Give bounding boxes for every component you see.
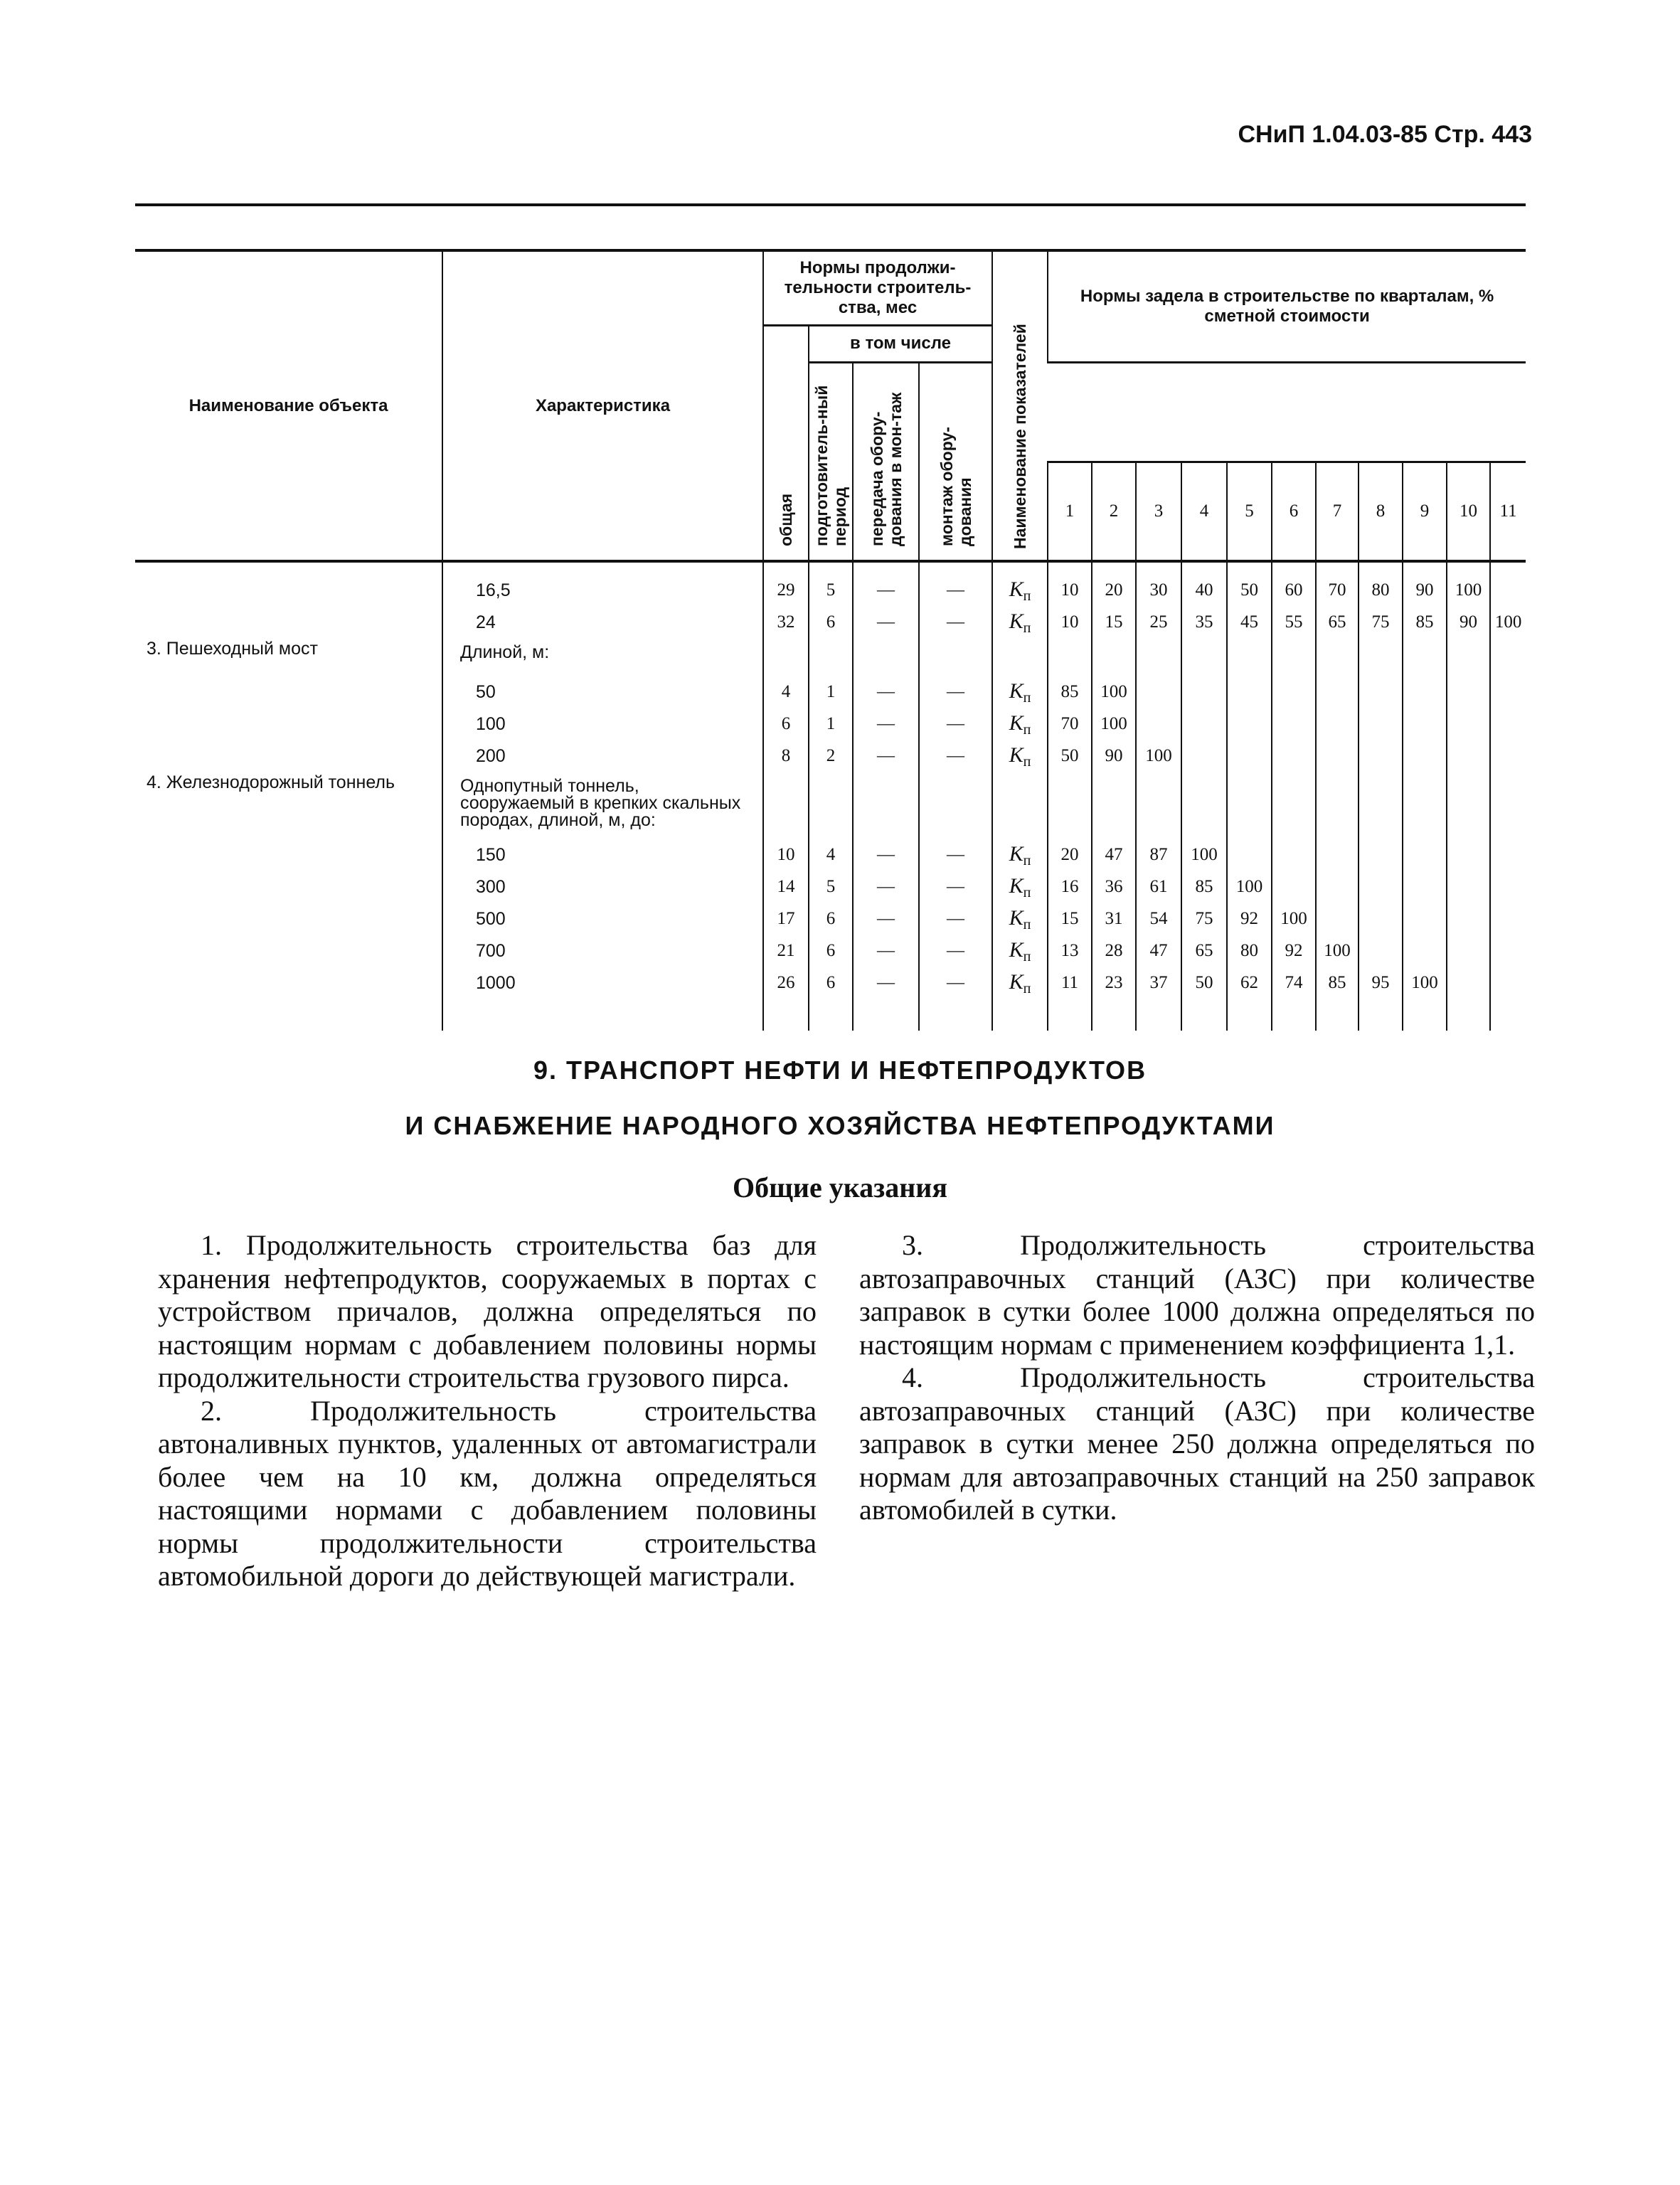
empty-cell (1092, 772, 1136, 839)
quarter-10-value (1447, 676, 1490, 708)
indicator-subscript: п (1023, 689, 1031, 706)
quarter-7-value: 85 (1316, 967, 1359, 999)
prep-duration-cell: 6 (809, 903, 853, 935)
total-duration-cell: 8 (763, 740, 809, 772)
transfer-duration-cell: — (853, 903, 919, 935)
empty-cell (1272, 638, 1316, 676)
object-name-cell (135, 708, 442, 740)
prep-duration-cell: 2 (809, 740, 853, 772)
quarter-5-value: 100 (1227, 871, 1272, 903)
empty-cell (1227, 638, 1272, 676)
quarter-6-value: 74 (1272, 967, 1316, 999)
quarter-11-value (1490, 561, 1526, 606)
quarter-2-value: 90 (1092, 740, 1136, 772)
quarter-3-value: 87 (1136, 839, 1181, 871)
quarter-11-value: 100 (1490, 606, 1526, 638)
empty-cell (763, 772, 809, 839)
indicator-symbol: К (1009, 969, 1024, 994)
quarter-9-value: 100 (1403, 967, 1447, 999)
header-equipment-install: монтаж обору-дования (919, 362, 992, 561)
indicator-cell (992, 935, 1048, 967)
quarter-9-value (1403, 740, 1447, 772)
quarter-5-value: 62 (1227, 967, 1272, 999)
quarter-4-value (1181, 708, 1227, 740)
indicator-subscript: п (1023, 884, 1031, 900)
table-row (135, 839, 1526, 871)
quarter-1-value: 70 (1048, 708, 1092, 740)
object-name-cell (135, 839, 442, 871)
quarter-3-value: 25 (1136, 606, 1181, 638)
header-total: общая (763, 325, 809, 561)
object-name-cell (135, 903, 442, 935)
empty-cell (1181, 638, 1227, 676)
quarter-3-value: 30 (1136, 561, 1181, 606)
quarter-8-value (1359, 935, 1403, 967)
section-title-line1: 9. ТРАНСПОРТ НЕФТИ И НЕФТЕПРОДУКТОВ (533, 1056, 1147, 1085)
quarter-9-value (1403, 676, 1447, 708)
quarter-8-value: 80 (1359, 561, 1403, 606)
install-duration-cell: — (919, 740, 992, 772)
table-row (135, 903, 1526, 935)
total-duration-cell: 14 (763, 871, 809, 903)
quarter-11-value (1490, 935, 1526, 967)
prep-duration-cell: 5 (809, 871, 853, 903)
empty-cell (853, 772, 919, 839)
empty-cell (1272, 772, 1316, 839)
header-quarter-10: 10 (1447, 462, 1490, 561)
quarter-7-value (1316, 871, 1359, 903)
characteristic-label-cell: Длиной, м: (442, 638, 763, 676)
install-duration-cell: — (919, 839, 992, 871)
total-duration-cell: 4 (763, 676, 809, 708)
quarter-5-value: 50 (1227, 561, 1272, 606)
object-name-cell (135, 740, 442, 772)
header-quarter-1: 1 (1048, 462, 1092, 561)
quarter-10-value (1447, 839, 1490, 871)
quarter-6-value (1272, 871, 1316, 903)
empty-cell (1490, 772, 1526, 839)
empty-cell (1136, 772, 1181, 839)
quarter-3-value (1136, 676, 1181, 708)
total-duration-cell: 10 (763, 839, 809, 871)
table-body (135, 561, 1526, 1031)
quarter-1-value: 20 (1048, 839, 1092, 871)
table-header (135, 250, 1526, 561)
prep-duration-cell: 1 (809, 676, 853, 708)
object-name-cell (135, 871, 442, 903)
quarter-1-value: 16 (1048, 871, 1092, 903)
quarter-4-value (1181, 740, 1227, 772)
quarter-8-value (1359, 871, 1403, 903)
header-quarter-7: 7 (1316, 462, 1359, 561)
quarter-1-value: 13 (1048, 935, 1092, 967)
total-duration-cell: 21 (763, 935, 809, 967)
object-name-cell (135, 935, 442, 967)
empty-cell (919, 638, 992, 676)
quarter-1-value: 11 (1048, 967, 1092, 999)
empty-cell (763, 638, 809, 676)
total-duration-cell: 17 (763, 903, 809, 935)
indicator-subscript: п (1023, 916, 1031, 932)
instruction-paragraph: 3. Продолжительность строительства автозаправочных станций (АЗС) при количестве заправок в сутки более 1000 должна определяться по настоящим нормам с применением коэффициента 1,1. (859, 1229, 1535, 1361)
quarter-9-value (1403, 871, 1447, 903)
general-instructions-left (158, 1229, 817, 1593)
quarter-8-value: 95 (1359, 967, 1403, 999)
quarter-1-value: 85 (1048, 676, 1092, 708)
quarter-6-value (1272, 676, 1316, 708)
indicator-subscript: п (1023, 852, 1031, 868)
characteristic-cell: 700 (442, 935, 763, 967)
header-indicator-name: Наименование показателей (992, 250, 1048, 561)
quarter-8-value (1359, 740, 1403, 772)
quarter-11-value (1490, 839, 1526, 871)
quarter-6-value: 92 (1272, 935, 1316, 967)
quarter-5-value: 92 (1227, 903, 1272, 935)
table-row (135, 772, 1526, 839)
indicator-cell (992, 903, 1048, 935)
quarter-1-value: 50 (1048, 740, 1092, 772)
quarter-2-value: 100 (1092, 708, 1136, 740)
prep-duration-cell: 6 (809, 967, 853, 999)
empty-cell (1181, 772, 1227, 839)
quarter-9-value: 90 (1403, 561, 1447, 606)
prep-duration-cell: 6 (809, 935, 853, 967)
quarter-8-value (1359, 676, 1403, 708)
quarter-7-value: 100 (1316, 935, 1359, 967)
quarter-10-value (1447, 967, 1490, 999)
quarter-10-value (1447, 740, 1490, 772)
object-name-cell: 3. Пешеходный мост (147, 639, 318, 659)
header-quarter-2: 2 (1092, 462, 1136, 561)
quarter-5-value (1227, 708, 1272, 740)
quarter-3-value: 61 (1136, 871, 1181, 903)
empty-cell (992, 638, 1048, 676)
object-name-cell (135, 606, 442, 638)
object-name-cell: 4. Железнодорожный тоннель (147, 772, 395, 792)
quarter-9-value: 85 (1403, 606, 1447, 638)
quarter-4-value: 100 (1181, 839, 1227, 871)
quarter-6-value: 60 (1272, 561, 1316, 606)
empty-cell (1092, 638, 1136, 676)
header-quarter-6: 6 (1272, 462, 1316, 561)
indicator-symbol: К (1009, 577, 1024, 601)
quarter-8-value (1359, 708, 1403, 740)
transfer-duration-cell: — (853, 561, 919, 606)
indicator-symbol: К (1009, 609, 1024, 633)
empty-cell (919, 772, 992, 839)
indicator-cell (992, 561, 1048, 606)
install-duration-cell: — (919, 903, 992, 935)
empty-cell (1136, 638, 1181, 676)
quarter-1-value: 15 (1048, 903, 1092, 935)
quarter-11-value (1490, 967, 1526, 999)
transfer-duration-cell: — (853, 676, 919, 708)
empty-cell (1316, 638, 1359, 676)
header-quarter-4: 4 (1181, 462, 1227, 561)
header-duration-group: Нормы продолжи-тельности строитель-ства, мес (763, 250, 992, 325)
install-duration-cell: — (919, 561, 992, 606)
table-row (135, 561, 1526, 606)
quarter-6-value: 55 (1272, 606, 1316, 638)
instruction-paragraph: 1. Продолжительность строительства баз для хранения нефтепродуктов, сооружаемых в портах с устройством причалов, должна определяться по настоящим нормам с добавлением половины нормы продолжительности строительства грузового пирса. (158, 1229, 817, 1393)
header-backlog-group: Нормы задела в строительстве по кварталам, % сметной стоимости (1048, 250, 1526, 362)
install-duration-cell: — (919, 871, 992, 903)
characteristic-cell: 300 (442, 871, 763, 903)
indicator-symbol: К (1009, 873, 1024, 898)
indicator-symbol: К (1009, 711, 1024, 735)
header-preparatory: подготовитель-ный период (809, 362, 853, 561)
total-duration-cell: 32 (763, 606, 809, 638)
empty-cell (853, 638, 919, 676)
quarter-4-value: 65 (1181, 935, 1227, 967)
indicator-cell (992, 839, 1048, 871)
quarter-2-value: 100 (1092, 676, 1136, 708)
quarter-11-value (1490, 676, 1526, 708)
quarter-9-value (1403, 708, 1447, 740)
table-bottom-spacer (135, 999, 1526, 1031)
empty-cell (1403, 638, 1447, 676)
quarter-10-value: 100 (1447, 561, 1490, 606)
quarter-1-value: 10 (1048, 606, 1092, 638)
empty-cell (1227, 772, 1272, 839)
quarter-9-value (1403, 839, 1447, 871)
quarter-5-value (1227, 740, 1272, 772)
quarter-11-value (1490, 903, 1526, 935)
quarter-8-value (1359, 839, 1403, 871)
quarter-2-value: 28 (1092, 935, 1136, 967)
quarter-3-value (1136, 708, 1181, 740)
quarter-10-value (1447, 935, 1490, 967)
quarter-2-value: 20 (1092, 561, 1136, 606)
quarter-4-value: 85 (1181, 871, 1227, 903)
quarter-11-value (1490, 871, 1526, 903)
empty-cell (1447, 772, 1490, 839)
quarter-10-value: 90 (1447, 606, 1490, 638)
quarter-6-value (1272, 708, 1316, 740)
empty-cell (1359, 772, 1403, 839)
empty-cell (1403, 772, 1447, 839)
transfer-duration-cell: — (853, 967, 919, 999)
empty-cell (1048, 772, 1092, 839)
install-duration-cell: — (919, 708, 992, 740)
indicator-cell (992, 708, 1048, 740)
indicator-cell (992, 676, 1048, 708)
header-quarter-9: 9 (1403, 462, 1447, 561)
indicator-symbol: К (1009, 937, 1024, 962)
indicator-subscript: п (1023, 948, 1031, 964)
header-characteristic: Характеристика (442, 250, 763, 561)
quarter-5-value (1227, 839, 1272, 871)
empty-cell (1316, 772, 1359, 839)
header-quarter-8: 8 (1359, 462, 1403, 561)
header-rule (135, 203, 1526, 206)
characteristic-cell: 200 (442, 740, 763, 772)
transfer-duration-cell: — (853, 606, 919, 638)
quarter-2-value: 36 (1092, 871, 1136, 903)
indicator-symbol: К (1009, 841, 1024, 866)
prep-duration-cell: 1 (809, 708, 853, 740)
quarter-3-value: 37 (1136, 967, 1181, 999)
table-row (135, 935, 1526, 967)
indicator-cell (992, 740, 1048, 772)
quarter-7-value: 70 (1316, 561, 1359, 606)
total-duration-cell: 29 (763, 561, 809, 606)
transfer-duration-cell: — (853, 839, 919, 871)
install-duration-cell: — (919, 935, 992, 967)
characteristic-cell: 50 (442, 676, 763, 708)
quarter-6-value (1272, 839, 1316, 871)
quarter-2-value: 23 (1092, 967, 1136, 999)
characteristic-label-cell: Однопутный тоннель, сооружаемый в крепких скальных породах, длиной, м, до: (442, 772, 763, 839)
instruction-paragraph: 4. Продолжительность строительства автозаправочных станций (АЗС) при количестве заправок в сутки менее 250 должна определяться по нормам для автозаправочных станций на 250 заправок автомобилей в сутки. (859, 1361, 1535, 1526)
prep-duration-cell: 6 (809, 606, 853, 638)
quarter-9-value (1403, 935, 1447, 967)
empty-cell (992, 772, 1048, 839)
indicator-subscript: п (1023, 588, 1031, 604)
header-including: в том числе (809, 325, 992, 362)
quarter-8-value (1359, 903, 1403, 935)
quarter-9-value (1403, 903, 1447, 935)
characteristic-cell: 500 (442, 903, 763, 935)
quarter-11-value (1490, 740, 1526, 772)
empty-cell (809, 638, 853, 676)
quarter-2-value: 15 (1092, 606, 1136, 638)
running-title: СНиП 1.04.03-85 Стр. 443 (1238, 121, 1532, 148)
quarter-7-value (1316, 903, 1359, 935)
indicator-symbol: К (1009, 905, 1024, 930)
header-equipment-transfer: передача обору-дования в мон-таж (853, 362, 919, 561)
transfer-duration-cell: — (853, 708, 919, 740)
empty-cell (1447, 638, 1490, 676)
quarter-7-value (1316, 708, 1359, 740)
table-row (135, 871, 1526, 903)
characteristic-cell: 16,5 (442, 561, 763, 606)
quarter-5-value: 45 (1227, 606, 1272, 638)
quarter-10-value (1447, 708, 1490, 740)
quarter-1-value: 10 (1048, 561, 1092, 606)
section-title-line2: И СНАБЖЕНИЕ НАРОДНОГО ХОЗЯЙСТВА НЕФТЕПРОДУКТАМИ (405, 1111, 1275, 1140)
table-row (135, 708, 1526, 740)
table-row (135, 967, 1526, 999)
quarter-4-value: 75 (1181, 903, 1227, 935)
general-instructions-right (859, 1229, 1535, 1527)
quarter-4-value: 50 (1181, 967, 1227, 999)
object-name-cell (135, 561, 442, 606)
quarter-7-value (1316, 676, 1359, 708)
quarter-7-value (1316, 740, 1359, 772)
quarter-11-value (1490, 708, 1526, 740)
quarter-7-value: 65 (1316, 606, 1359, 638)
quarter-6-value: 100 (1272, 903, 1316, 935)
quarter-5-value (1227, 676, 1272, 708)
table-row (135, 638, 1526, 676)
characteristic-cell: 24 (442, 606, 763, 638)
table-row (135, 740, 1526, 772)
section-subtitle: Общие указания (733, 1171, 947, 1203)
quarter-4-value: 40 (1181, 561, 1227, 606)
quarter-10-value (1447, 871, 1490, 903)
indicator-subscript: п (1023, 753, 1031, 770)
header-quarter-3: 3 (1136, 462, 1181, 561)
quarter-2-value: 31 (1092, 903, 1136, 935)
indicator-subscript: п (1023, 980, 1031, 996)
indicator-cell (992, 871, 1048, 903)
instruction-paragraph: 2. Продолжительность строительства автоналивных пунктов, удаленных от автомагистрали более чем на 10 км, должна определяться настоящими нормами с добавлением половины нормы продолжительности строительства автомобильной дороги до действующей магистрали. (158, 1394, 817, 1592)
characteristic-cell: 1000 (442, 967, 763, 999)
quarter-7-value (1316, 839, 1359, 871)
empty-cell (1490, 638, 1526, 676)
characteristic-cell: 150 (442, 839, 763, 871)
transfer-duration-cell: — (853, 935, 919, 967)
quarter-8-value: 75 (1359, 606, 1403, 638)
header-quarter-5: 5 (1227, 462, 1272, 561)
indicator-symbol: К (1009, 679, 1024, 703)
quarter-3-value: 47 (1136, 935, 1181, 967)
characteristic-cell: 100 (442, 708, 763, 740)
transfer-duration-cell: — (853, 740, 919, 772)
object-name-cell (135, 676, 442, 708)
prep-duration-cell: 5 (809, 561, 853, 606)
empty-cell (1359, 638, 1403, 676)
indicator-subscript: п (1023, 620, 1031, 636)
install-duration-cell: — (919, 606, 992, 638)
quarter-6-value (1272, 740, 1316, 772)
quarter-4-value (1181, 676, 1227, 708)
quarter-5-value: 80 (1227, 935, 1272, 967)
empty-cell (809, 772, 853, 839)
table-row (135, 606, 1526, 638)
header-quarter-11: 11 (1490, 462, 1526, 561)
quarter-4-value: 35 (1181, 606, 1227, 638)
quarter-3-value: 54 (1136, 903, 1181, 935)
construction-norms-table (135, 249, 1526, 1031)
table-row (135, 676, 1526, 708)
header-object-name: Наименование объекта (188, 395, 388, 415)
quarter-2-value: 47 (1092, 839, 1136, 871)
indicator-cell (992, 606, 1048, 638)
indicator-subscript: п (1023, 721, 1031, 738)
total-duration-cell: 26 (763, 967, 809, 999)
install-duration-cell: — (919, 676, 992, 708)
quarter-10-value (1447, 903, 1490, 935)
quarter-3-value: 100 (1136, 740, 1181, 772)
indicator-cell (992, 967, 1048, 999)
total-duration-cell: 6 (763, 708, 809, 740)
install-duration-cell: — (919, 967, 992, 999)
empty-cell (1048, 638, 1092, 676)
indicator-symbol: К (1009, 743, 1024, 767)
transfer-duration-cell: — (853, 871, 919, 903)
prep-duration-cell: 4 (809, 839, 853, 871)
object-name-cell (135, 967, 442, 999)
